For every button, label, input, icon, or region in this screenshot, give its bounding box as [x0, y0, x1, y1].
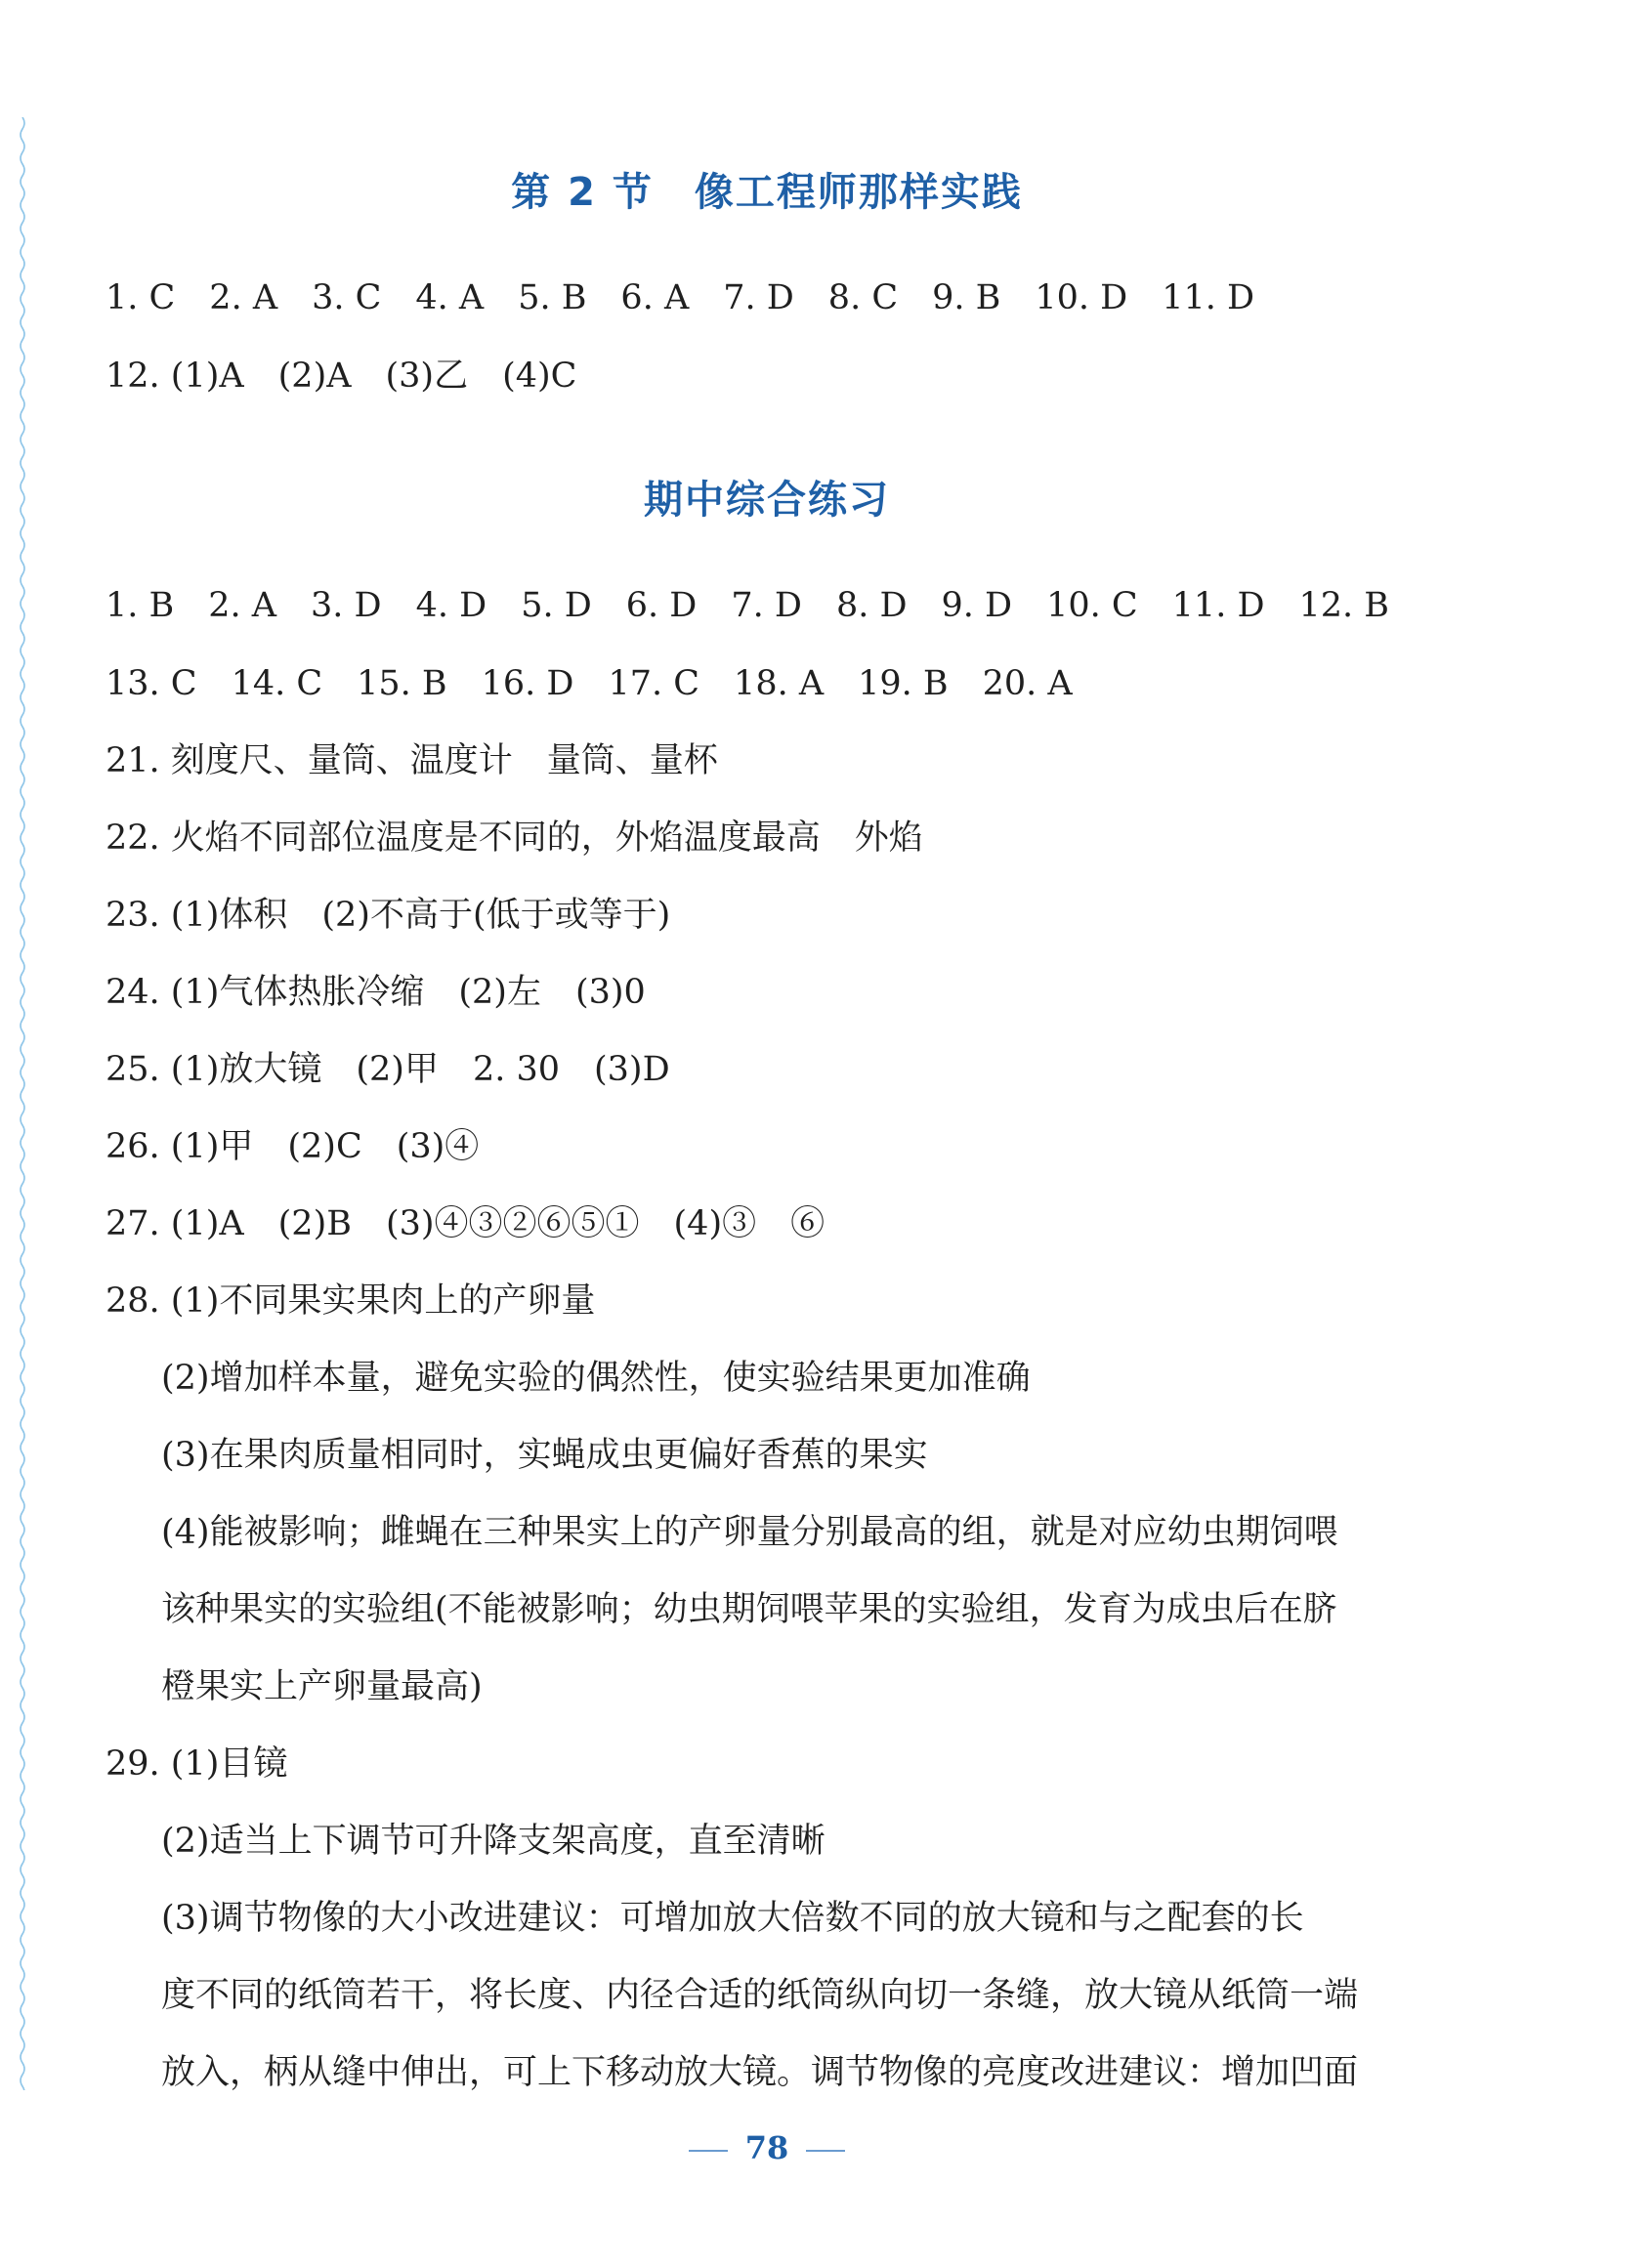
answer-line: 27. (1)A (2)B (3)④③②⑥⑤① (4)③ ⑥: [106, 1204, 826, 1243]
answer-line: 26. (1)甲 (2)C (3)④: [106, 1127, 480, 1166]
page-number-dash-left: [689, 2150, 728, 2152]
answer-line: 22. 火焰不同部位温度是不同的，外焰温度最高 外焰: [106, 819, 923, 858]
answer-line: 24. (1)气体热胀冷缩 (2)左 (3)0: [106, 973, 646, 1012]
answer-line: 28. (1)不同果实果肉上的产卵量: [106, 1281, 596, 1321]
answer-line: 21. 刻度尺、量筒、温度计 量筒、量杯: [106, 741, 718, 780]
answer-line: (3)在果肉质量相同时，实蝇成虫更偏好香蕉的果实: [161, 1436, 928, 1475]
answer-line: 放入，柄从缝中伸出，可上下移动放大镜。调节物像的亮度改进建议：增加凹面: [161, 2053, 1359, 2092]
answer-line: 13. C 14. C 15. B 16. D 17. C 18. A 19. B 20. A: [106, 664, 1073, 703]
answer-line: (2)增加样本量，避免实验的偶然性，使实验结果更加准确: [161, 1359, 1031, 1398]
answer-line: 25. (1)放大镜 (2)甲 2. 30 (3)D: [106, 1050, 670, 1089]
answer-line: (2)适当上下调节可升降支架高度，直至清晰: [161, 1822, 826, 1861]
answer-line: 该种果实的实验组(不能被影响；幼虫期饲喂苹果的实验组，发育为成虫后在脐: [161, 1590, 1337, 1629]
answer-line: 29. (1)目镜: [106, 1744, 288, 1784]
answer-line: 度不同的纸筒若干，将长度、内径合适的纸筒纵向切一条缝，放大镜从纸筒一端: [161, 1976, 1359, 2015]
page-number-value: 78: [744, 2129, 789, 2166]
section-title-practice: 第 2 节 像工程师那样实践: [511, 170, 1023, 215]
answer-line: 23. (1)体积 (2)不高于(低于或等于): [106, 896, 671, 935]
answer-line: 1. B 2. A 3. D 4. D 5. D 6. D 7. D 8. D 9. D 10. C 11. D 12. B: [106, 586, 1390, 625]
answer-line: (4)能被影响；雌蝇在三种果实上的产卵量分别最高的组，就是对应幼虫期饲喂: [161, 1513, 1338, 1552]
answer-line: 12. (1)A (2)A (3)乙 (4)C: [106, 357, 577, 396]
page-number: [0, 2129, 1534, 2166]
answer-line: 橙果实上产卵量最高): [161, 1667, 483, 1706]
answer-line: (3)调节物像的大小改进建议：可增加放大倍数不同的放大镜和与之配套的长: [161, 1899, 1304, 1938]
page-number-dash-right: [806, 2150, 845, 2152]
section-title-midterm: 期中综合练习: [644, 478, 890, 523]
answer-line: 1. C 2. A 3. C 4. A 5. B 6. A 7. D 8. C 9. B 10. D 11. D: [106, 278, 1255, 317]
margin-wavy-rule: [18, 117, 27, 2090]
